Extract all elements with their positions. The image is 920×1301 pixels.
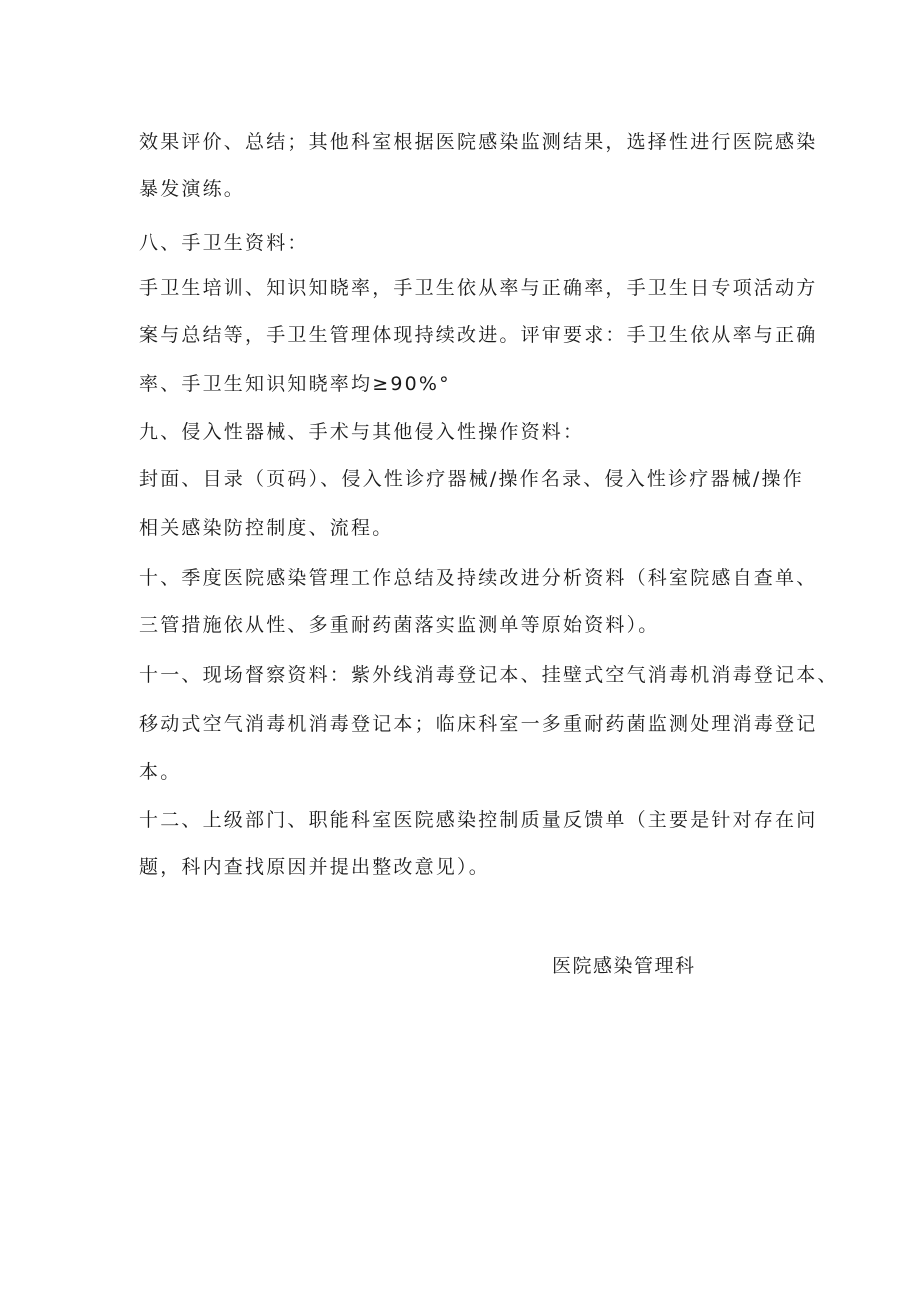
section-heading-8: 八、手卫生资料： xyxy=(139,232,309,254)
text-line: 手卫生培训、知识知晓率，手卫生依从率与正确率，手卫生日专项活动方 xyxy=(139,277,818,299)
section-heading-9: 九、侵入性器械、手术与其他侵入性操作资料： xyxy=(139,421,585,443)
section-heading-12: 十二、上级部门、职能科室医院感染控制质量反馈单（主要是针对存在问 xyxy=(139,809,818,831)
text-line: 相关感染防控制度、流程。 xyxy=(139,517,394,539)
section-heading-11: 十一、现场督察资料：紫外线消毒登记本、挂壁式空气消毒机消毒登记本、 xyxy=(139,664,839,686)
text-line: 效果评价、总结；其他科室根据医院感染监测结果，选择性进行医院感染 xyxy=(139,131,818,153)
text-line: 移动式空气消毒机消毒登记本；临床科室一多重耐药菌监测处理消毒登记 xyxy=(139,713,818,735)
text-line: 率、手卫生知识知晓率均≥90%° xyxy=(139,373,451,395)
text-line: 三管措施依从性、多重耐药菌落实监测单等原始资料）。 xyxy=(139,614,660,636)
section-heading-10: 十、季度医院感染管理工作总结及持续改进分析资料（科室院感自查单、 xyxy=(139,567,818,589)
signature-department: 医院感染管理科 xyxy=(552,955,696,977)
text-line: 封面、目录（页码）、侵入性诊疗器械/操作名录、侵入性诊疗器械/操作 xyxy=(139,468,804,490)
text-line: 本。 xyxy=(139,761,182,783)
text-line: 暴发演练。 xyxy=(139,178,246,200)
text-line: 题，科内查找原因并提出整改意见）。 xyxy=(139,856,490,878)
text-line: 案与总结等，手卫生管理体现持续改进。评审要求：手卫生依从率与正确 xyxy=(139,324,818,346)
